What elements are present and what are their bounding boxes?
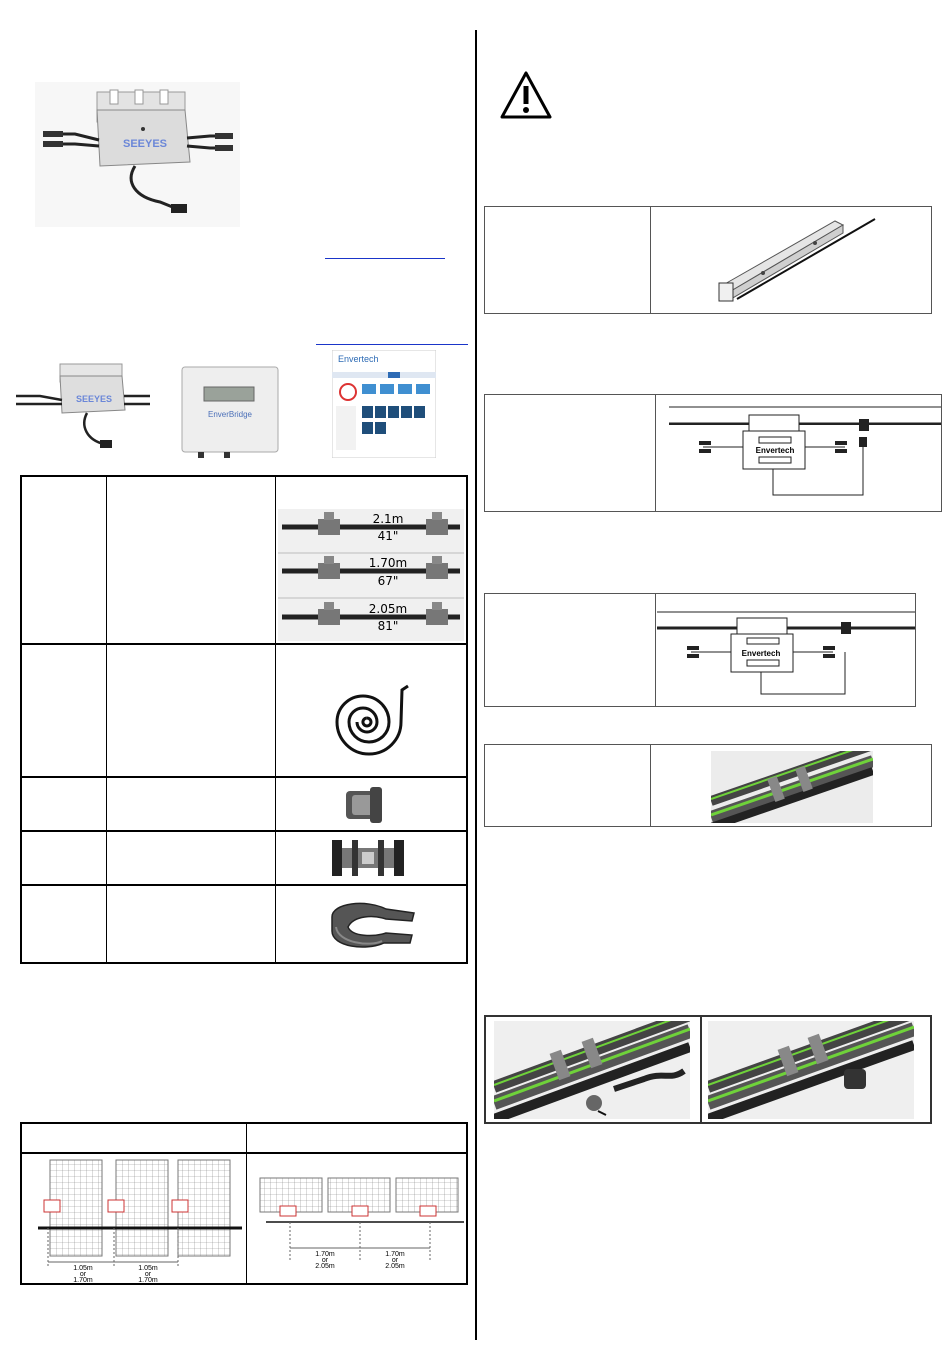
- table-row-line-1: [22, 643, 466, 645]
- landscape-dim-2-b: 2.05m: [385, 1263, 405, 1270]
- inverter-photo: [35, 82, 240, 227]
- spacing-table: [20, 1122, 468, 1285]
- cable-1-imperial: 41": [377, 529, 399, 543]
- web-portal-thumbnail: [332, 350, 436, 458]
- inverter-mount-1-col-line: [655, 395, 656, 511]
- cable-3-metric: 2.05m: [368, 602, 408, 616]
- enverbridge-thumbnail: [180, 365, 280, 460]
- portal-title: Envertech: [338, 354, 379, 364]
- landscape-layout-diagram: [252, 1158, 464, 1282]
- link-underline-2[interactable]: [316, 344, 468, 345]
- portrait-dim-1-b: 1.70m: [73, 1277, 93, 1282]
- link-underline-1[interactable]: [325, 258, 445, 259]
- connection-photos-box: [484, 1015, 932, 1124]
- landscape-dim-1-or: or: [321, 1257, 329, 1264]
- spacing-table-col-line: [246, 1124, 247, 1283]
- landscape-dim-1-b: 2.05m: [315, 1263, 335, 1270]
- inverter-mount-diagram-1: [659, 397, 941, 509]
- table-row-line-4: [22, 884, 466, 886]
- table-row-line-3: [22, 830, 466, 832]
- rail-step-box: [484, 206, 932, 314]
- end-cap-image: [342, 783, 388, 827]
- cable-1-metric: 2.1m: [372, 512, 404, 526]
- column-divider: [475, 30, 477, 1340]
- warning-icon: [500, 70, 552, 120]
- portrait-dim-2-or: or: [144, 1271, 152, 1278]
- accessories-table: [20, 475, 468, 964]
- table-col-line-1: [106, 477, 107, 962]
- connection-photo-2: [708, 1021, 914, 1119]
- inverter-thumb-brand: SEEYES: [75, 394, 113, 404]
- cable-clip-photo: [711, 751, 873, 823]
- mounting-rail-image: [715, 213, 885, 305]
- cable-2-metric: 1.70m: [368, 556, 408, 570]
- connection-photo-1: [494, 1021, 690, 1119]
- cable-clip-col-line: [650, 745, 651, 826]
- inverter-mount-box-1: [484, 394, 942, 512]
- rail-step-col-line: [650, 207, 651, 313]
- portrait-dim-2-a: 1.05m: [138, 1265, 158, 1272]
- inverter-label-1: Envertech: [755, 446, 795, 455]
- spacing-table-row-line: [22, 1152, 466, 1154]
- portrait-dim-1-a: 1.05m: [73, 1265, 93, 1272]
- table-col-line-2: [275, 477, 276, 962]
- coiled-cable-image: [322, 682, 412, 762]
- cable-3-imperial: 81": [377, 619, 399, 633]
- inverter-mount-2-col-line: [655, 594, 656, 706]
- landscape-dim-2-or: or: [391, 1257, 399, 1264]
- table-row-line-2: [22, 776, 466, 778]
- portrait-dim-2-b: 1.70m: [138, 1277, 158, 1282]
- trunk-cable-image: [278, 509, 464, 641]
- inverter-mount-diagram-2: [657, 596, 915, 704]
- inverter-brand-text: SEEYES: [122, 138, 168, 150]
- enverbridge-label: EnverBridge: [207, 410, 253, 419]
- cable-2-imperial: 67": [377, 574, 399, 588]
- inverter-label-2: Envertech: [741, 649, 781, 658]
- landscape-dim-2-a: 1.70m: [385, 1251, 405, 1258]
- portrait-dim-1-or: or: [79, 1271, 87, 1278]
- connection-photos-divider: [700, 1017, 702, 1122]
- unlock-tool-image: [326, 897, 418, 955]
- inverter-thumbnail: [12, 358, 152, 458]
- connector-image: [328, 834, 408, 882]
- landscape-dim-1-a: 1.70m: [315, 1251, 335, 1258]
- inverter-mount-box-2: [484, 593, 916, 707]
- cable-clip-box: [484, 744, 932, 827]
- portrait-layout-diagram: [26, 1158, 242, 1282]
